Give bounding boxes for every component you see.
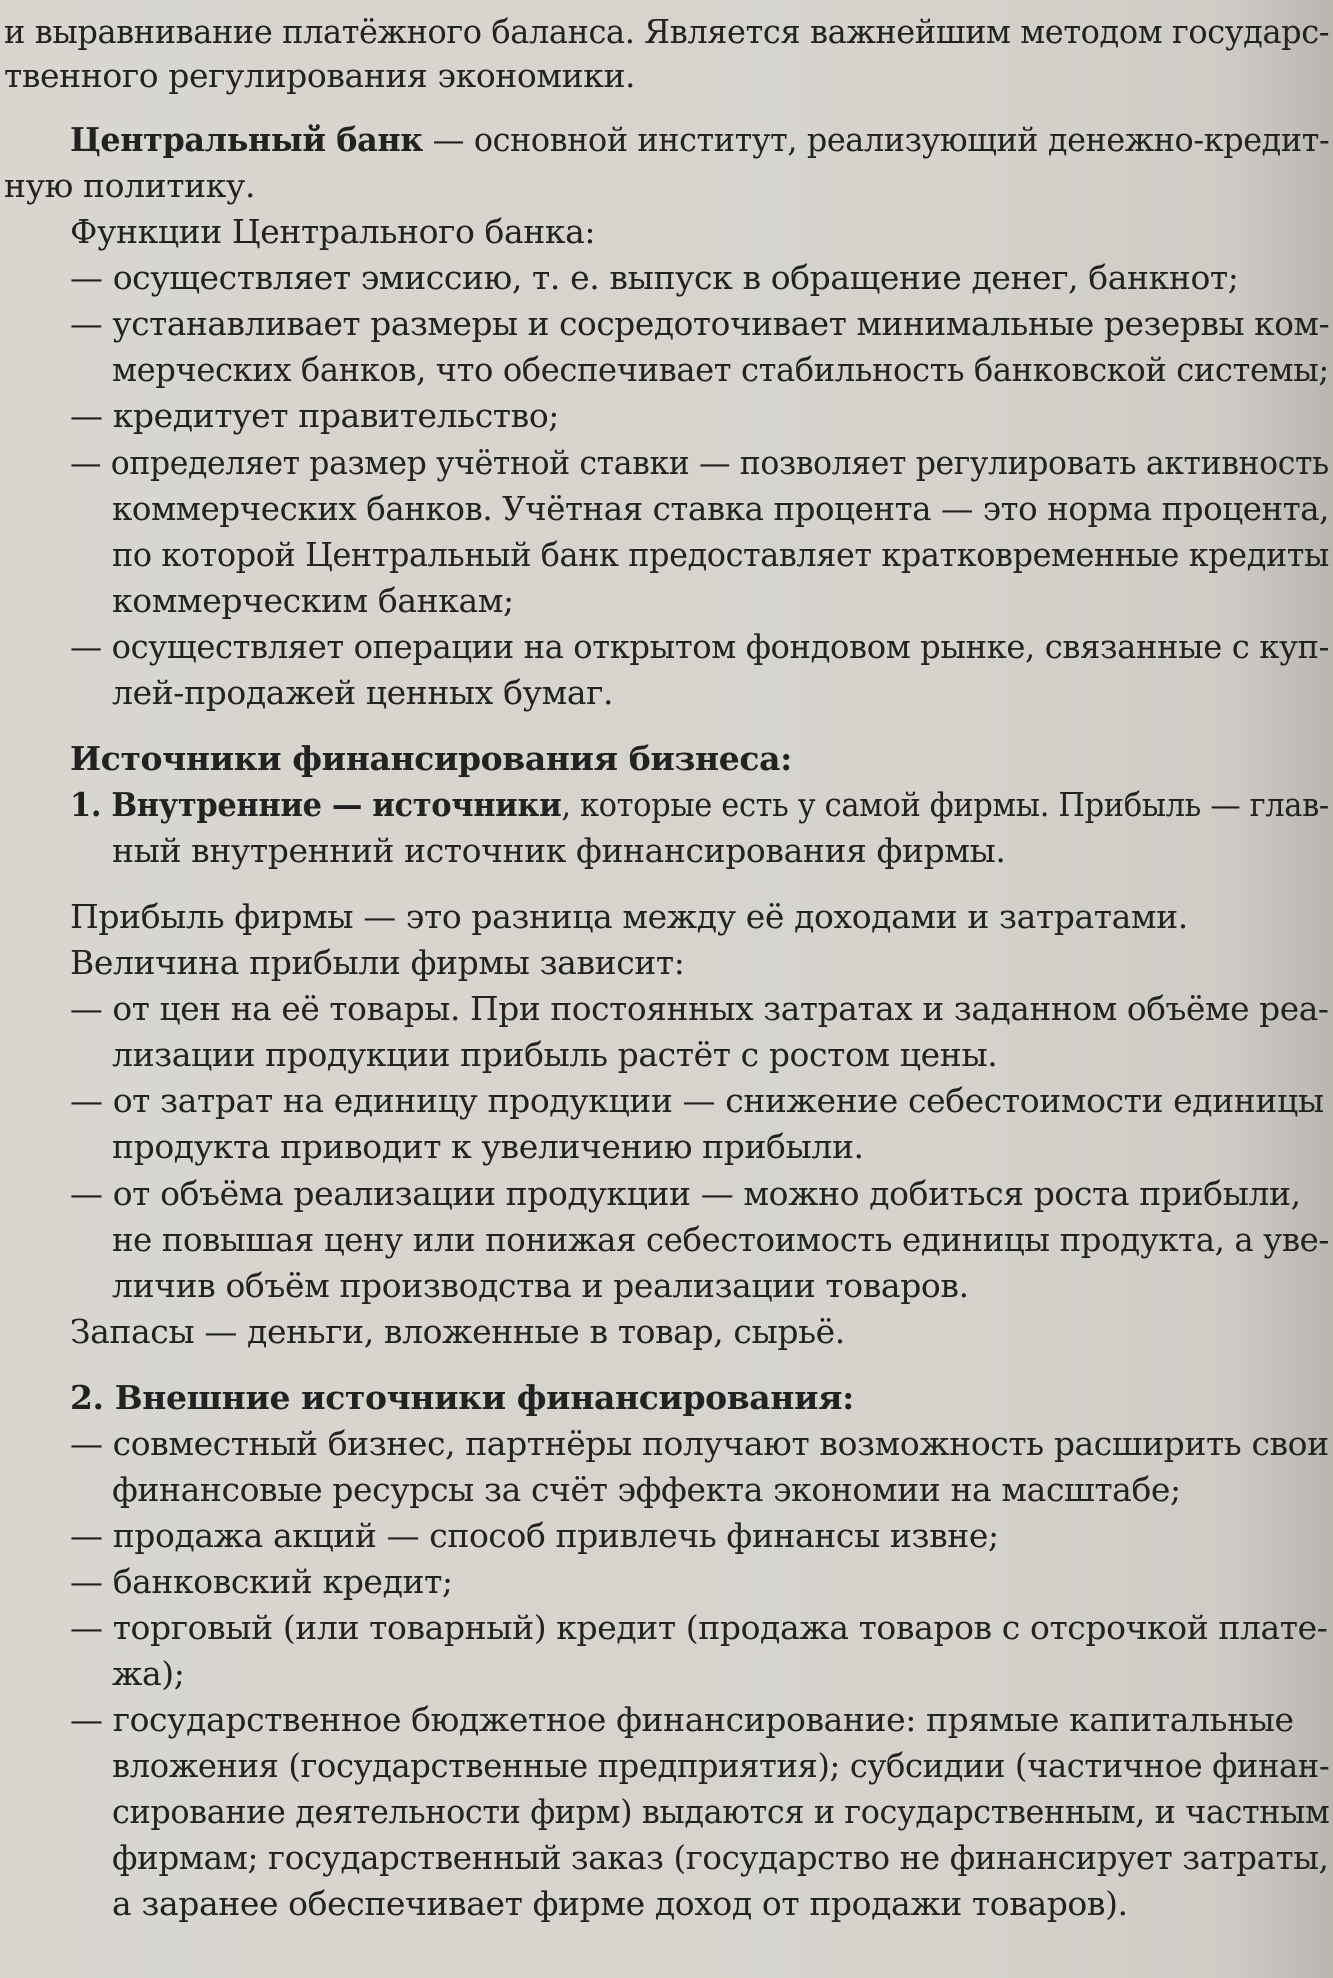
text-line: фирмам; государственный заказ (государство не финансирует затраты, <box>112 1838 1329 1877</box>
list-item: — определяет размер учётной ставки — позволяет регулировать активность <box>70 443 1329 482</box>
list-item: — банковский кредит; <box>70 1562 453 1601</box>
text-line: по которой Центральный банк предоставляет кратковременные кредиты <box>112 535 1330 574</box>
text-line: продукта приводит к увеличению прибыли. <box>112 1127 864 1166</box>
text-line: Прибыль фирмы — это разница между её доходами и затратами. <box>70 897 1188 936</box>
section-heading: Источники финансирования бизнеса: <box>70 739 792 778</box>
text-line: мерческих банков, что обеспечивает стабильность банковской системы; <box>112 350 1329 389</box>
list-item: — продажа акций — способ привлечь финансы извне; <box>70 1516 999 1555</box>
text-line: лизации продукции прибыль растёт с ростом цены. <box>112 1035 998 1074</box>
text-line: Функции Центрального банка: <box>70 212 596 251</box>
text-line: ный внутренний источник финансирования фирмы. <box>112 831 1006 870</box>
list-item: — устанавливает размеры и сосредоточивает минимальные резервы ком- <box>70 304 1330 343</box>
text-line: твенного регулирования экономики. <box>4 56 636 95</box>
text-line: Центральный банк — основной институт, реализующий денежно-кредит- <box>70 120 1330 159</box>
list-item: — торговый (или товарный) кредит (продажа товаров с отсрочкой плате- <box>70 1608 1328 1647</box>
section-heading: 2. Внешние источники финансирования: <box>70 1378 854 1417</box>
text-line: ную политику. <box>4 166 256 205</box>
list-item: — государственное бюджетное финансирование: прямые капитальные <box>70 1700 1294 1739</box>
text-line: сирование деятельности фирм) выдаются и государственным, и частным <box>112 1792 1330 1831</box>
term-central-bank: Центральный банк <box>70 120 423 159</box>
text-line: Величина прибыли фирмы зависит: <box>70 943 685 982</box>
list-item: — совместный бизнес, партнёры получают возможность расширить свои <box>70 1424 1329 1463</box>
text-line: лей-продажей ценных бумаг. <box>112 673 614 712</box>
text-line: 1. Внутренние — источники, которые есть у самой фирмы. Прибыль — глав- <box>70 785 1329 824</box>
text-line: а заранее обеспечивает фирме доход от продажи товаров). <box>112 1884 1128 1923</box>
text-line: жа); <box>112 1654 185 1693</box>
list-item: — от затрат на единицу продукции — снижение себестоимости единицы <box>70 1081 1324 1120</box>
list-item: — осуществляет операции на открытом фондовом рынке, связанные с куп- <box>70 627 1330 666</box>
text-line: Запасы — деньги, вложенные в товар, сырьё. <box>70 1312 845 1351</box>
text-line: и выравнивание платёжного баланса. Является важнейшим методом государс- <box>4 12 1330 51</box>
term-internal-sources: 1. Внутренние — источники <box>70 785 562 824</box>
list-item: — от цен на её товары. При постоянных затратах и заданном объёме реа- <box>70 989 1329 1028</box>
text-line: коммерческим банкам; <box>112 581 514 620</box>
text-line: коммерческих банков. Учётная ставка процента — это норма процента, <box>112 489 1330 528</box>
text-line: личив объём производства и реализации товаров. <box>112 1266 969 1305</box>
list-item: — кредитует правительство; <box>70 396 560 435</box>
text-line: не повышая цену или понижая себестоимость единицы продукта, а уве- <box>112 1220 1329 1259</box>
text-line: вложения (государственные предприятия); субсидии (частичное финан- <box>112 1746 1330 1785</box>
list-item: — от объёма реализации продукции — можно добиться роста прибыли, <box>70 1174 1301 1213</box>
list-item: — осуществляет эмиссию, т. е. выпуск в обращение денег, банкнот; <box>70 258 1239 297</box>
text-line: финансовые ресурсы за счёт эффекта экономии на масштабе; <box>112 1470 1181 1509</box>
